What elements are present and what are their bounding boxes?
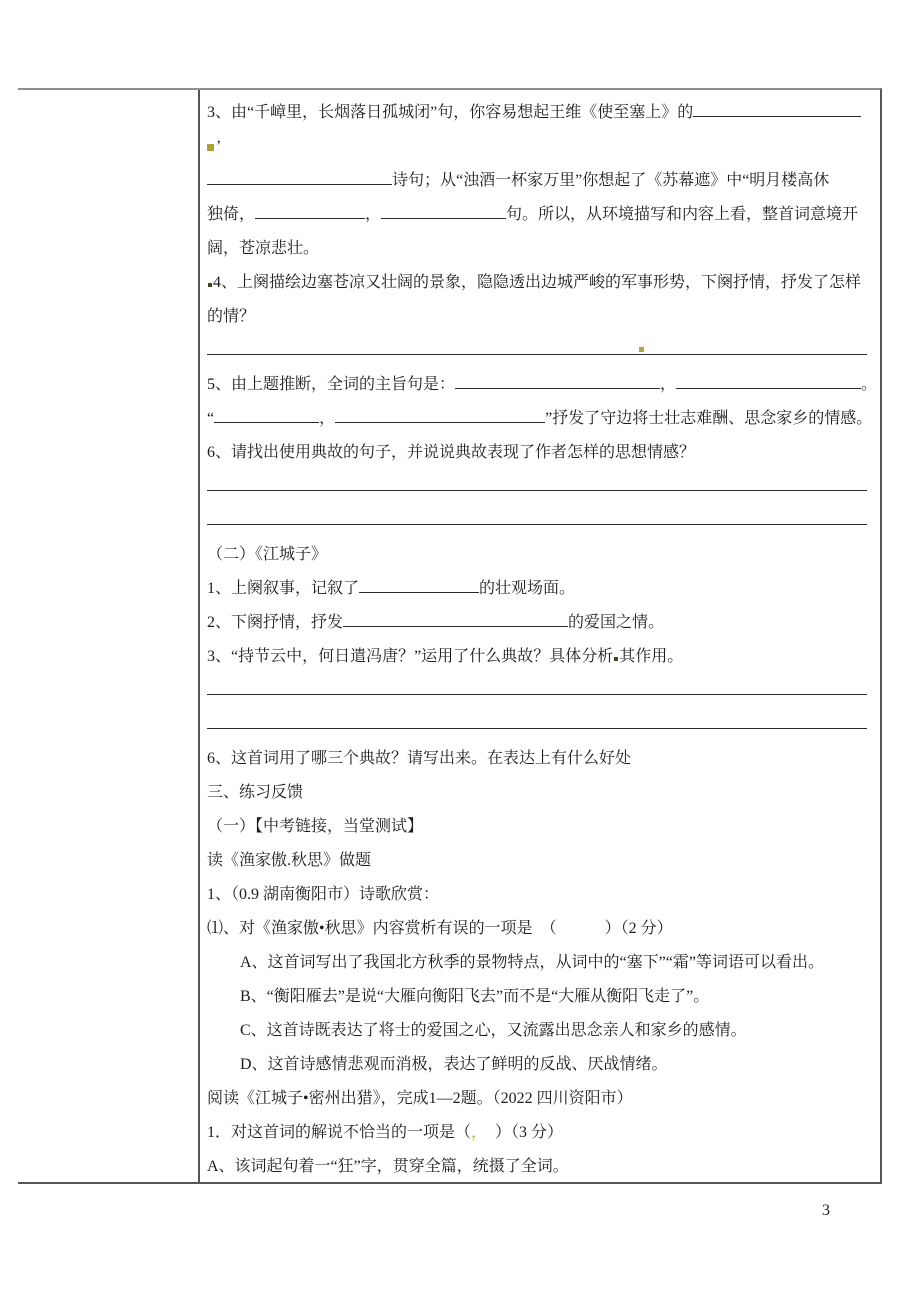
page-number: 3 bbox=[822, 1202, 830, 1219]
text-run: 三、练习反馈 bbox=[207, 784, 304, 801]
text-run: 5、由上题推断，全词的主旨句是： bbox=[207, 376, 456, 393]
text-run: 3、由“千嶂里，长烟落日孤城闭”句，你容易想起王维《使至塞上》的 bbox=[207, 104, 694, 121]
doc-line bbox=[207, 470, 872, 504]
doc-line bbox=[207, 198, 872, 232]
answer-blank[interactable] bbox=[207, 335, 867, 355]
doc-line bbox=[207, 164, 872, 198]
doc-line bbox=[207, 1150, 872, 1182]
text-run: 1、上阕叙事，记叙了 bbox=[207, 580, 360, 597]
doc-line bbox=[207, 674, 872, 708]
text-run: 独倚， bbox=[207, 206, 256, 223]
answer-blank[interactable] bbox=[343, 607, 568, 627]
doc-line bbox=[207, 980, 872, 1014]
revision-dot bbox=[208, 283, 212, 287]
text-run: A、这首词写出了我国北方秋季的景物特点，从词中的“塞下”“霜”等词语可以看出。 bbox=[240, 954, 824, 971]
doc-line bbox=[207, 300, 872, 334]
answer-blank[interactable] bbox=[214, 403, 319, 423]
doc-line bbox=[207, 402, 872, 436]
doc-line bbox=[207, 708, 872, 742]
doc-line bbox=[207, 572, 872, 606]
revision-dot bbox=[614, 657, 618, 661]
revision-mark: ， bbox=[471, 1124, 480, 1141]
answer-blank[interactable] bbox=[455, 369, 660, 389]
text-run: 的爱国之情。 bbox=[568, 614, 665, 631]
text-run: 诗句；从“浊酒一杯家万里”你想起了《苏幕遮》中“明月楼高休 bbox=[392, 172, 830, 189]
text-run: 6、这首词用了哪三个典故？请写出来。在表达上有什么好处 bbox=[207, 750, 632, 767]
text-run: 阅读《江城子•密州出猎》，完成1—2题。（2022 四川资阳市） bbox=[207, 1090, 633, 1107]
text-run: 4、上阕描绘边塞苍凉又壮阔的景象，隐隐透出边城严峻的军事形势，下阕抒情，抒发了怎样 bbox=[213, 274, 862, 291]
worksheet-table bbox=[18, 88, 882, 1184]
text-run: 句。所以，从环境描写和内容上看，整首词意境开 bbox=[506, 206, 859, 223]
text-run: ）（3 分） bbox=[479, 1124, 564, 1141]
text-run: ”抒发了守边将士壮志难酬、思念家乡的情感。 bbox=[545, 410, 873, 427]
text-run: 阔，苍凉悲壮。 bbox=[207, 240, 320, 257]
text-run: D、这首诗感情悲观而消极，表达了鲜明的反战、厌战情绪。 bbox=[240, 1056, 668, 1073]
doc-line bbox=[207, 640, 872, 674]
text-run: 其作用。 bbox=[619, 648, 684, 665]
doc-line bbox=[207, 1048, 872, 1082]
doc-line bbox=[207, 368, 878, 402]
text-run: ， bbox=[365, 206, 382, 223]
text-run: ， bbox=[660, 376, 677, 393]
answer-blank[interactable] bbox=[676, 369, 861, 389]
text-run: 1．对这首词的解说不恰当的一项是（ bbox=[207, 1124, 472, 1141]
text-run: B、“衡阳雁去”是说“大雁向衡阳飞去”而不是“大雁从衡阳飞走了”。 bbox=[240, 988, 710, 1005]
text-run: （二）《江城子》 bbox=[207, 546, 328, 563]
text-run: 3、“持节云中，何日遣冯唐？”运用了什么典故？具体分析 bbox=[207, 648, 614, 665]
text-run: A、该词起句着一“狂”字，贯穿全篇，统摄了全词。 bbox=[207, 1158, 569, 1175]
answer-blank[interactable] bbox=[693, 97, 861, 117]
doc-line bbox=[207, 844, 872, 878]
doc-line bbox=[207, 1082, 872, 1116]
doc-line bbox=[207, 538, 872, 572]
text-run: 的壮观场面。 bbox=[479, 580, 576, 597]
answer-blank[interactable] bbox=[255, 199, 365, 219]
revision-mark bbox=[207, 144, 214, 151]
doc-line bbox=[207, 436, 872, 470]
table-left-cell bbox=[18, 90, 200, 1182]
answer-blank[interactable] bbox=[207, 709, 867, 729]
doc-line bbox=[207, 1116, 872, 1150]
doc-line bbox=[207, 1014, 872, 1048]
answer-blank[interactable] bbox=[207, 165, 392, 185]
text-run: 。 bbox=[861, 376, 878, 393]
doc-line bbox=[207, 96, 872, 130]
text-run: 的情？ bbox=[207, 308, 256, 325]
text-run: 2、下阕抒情，抒发 bbox=[207, 614, 344, 631]
answer-blank[interactable] bbox=[335, 403, 545, 423]
text-run: C、这首诗既表达了将士的爱国之心，又流露出思念亲人和家乡的感情。 bbox=[240, 1022, 747, 1039]
answer-blank[interactable] bbox=[359, 573, 479, 593]
doc-line bbox=[207, 504, 872, 538]
answer-blank[interactable] bbox=[207, 471, 867, 491]
revision-dot bbox=[639, 347, 644, 352]
doc-line bbox=[207, 742, 872, 776]
content-cell[interactable] bbox=[202, 90, 880, 1182]
text-run: “ bbox=[207, 410, 215, 427]
doc-line bbox=[207, 912, 872, 946]
text-run: （一）【中考链接，当堂测试】 bbox=[207, 818, 424, 835]
doc-line bbox=[207, 130, 872, 164]
doc-line bbox=[207, 776, 872, 810]
text-run: 1、（0.9 湖南衡阳市）诗歌欣赏： bbox=[207, 886, 440, 903]
text-run: 读《渔家傲.秋思》做题 bbox=[207, 852, 372, 869]
doc-line bbox=[207, 878, 872, 912]
doc-line bbox=[207, 232, 872, 266]
text-run: ， bbox=[319, 410, 336, 427]
doc-line bbox=[207, 946, 872, 980]
doc-line bbox=[207, 606, 872, 640]
answer-blank[interactable] bbox=[207, 675, 867, 695]
doc-line bbox=[207, 334, 872, 368]
text-run: 6、请找出使用典故的句子，并说说典故表现了作者怎样的思想情感？ bbox=[207, 444, 696, 461]
answer-blank[interactable] bbox=[381, 199, 506, 219]
doc-line bbox=[207, 810, 872, 844]
answer-blank[interactable] bbox=[207, 505, 867, 525]
text-run: ⑴、对《渔家傲•秋思》内容赏析有误的一项是 （ ）（2 分） bbox=[207, 920, 673, 937]
doc-line bbox=[207, 266, 872, 300]
text-run: ’ bbox=[216, 138, 222, 155]
